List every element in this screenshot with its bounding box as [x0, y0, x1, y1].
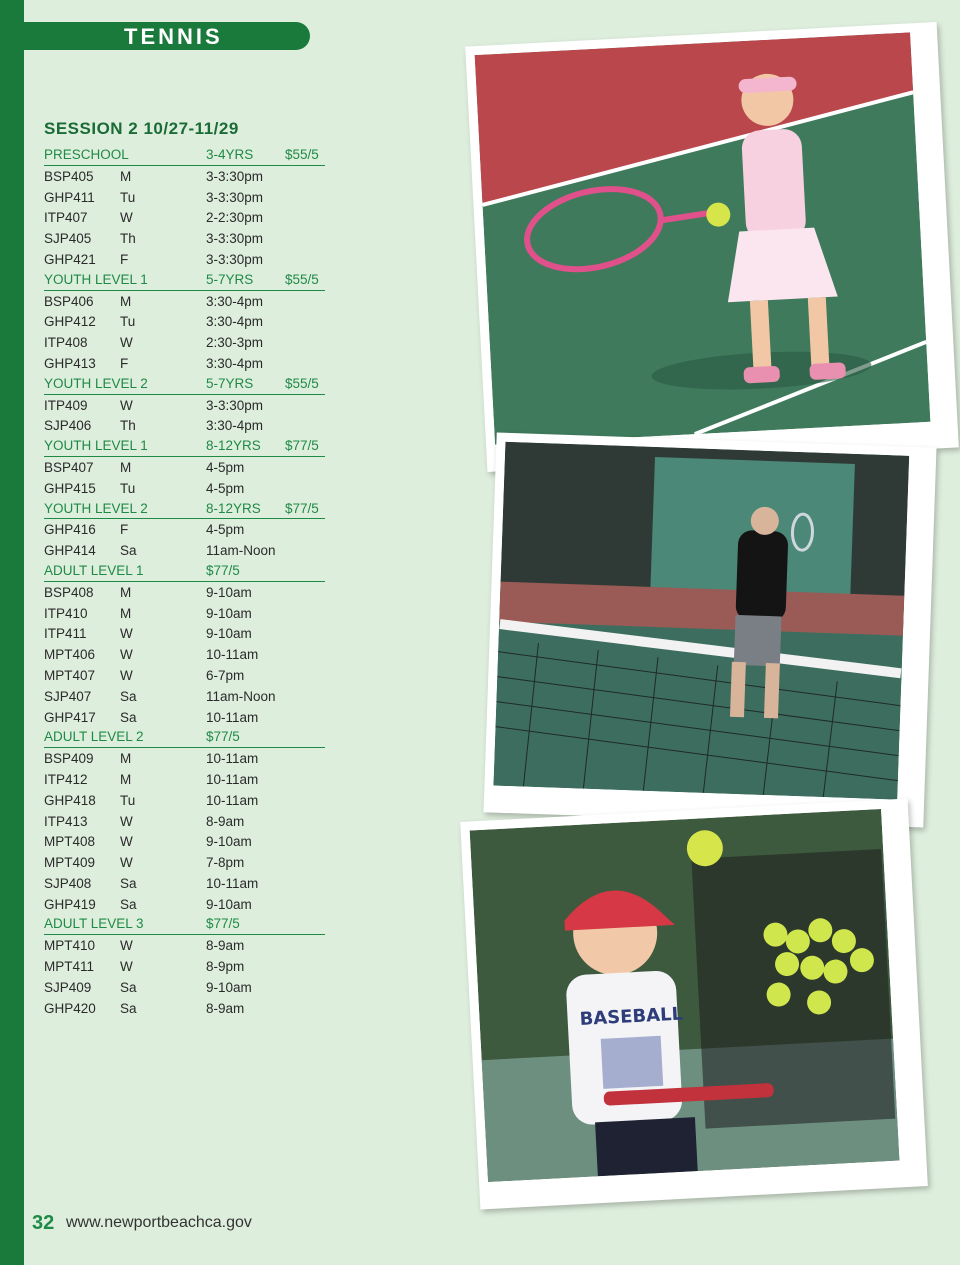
class-schedule [44, 145, 344, 1018]
section-heading [44, 436, 325, 457]
section-price: $77/5 [285, 500, 319, 516]
class-time: 9-10am [206, 834, 252, 850]
class-day: Sa [120, 543, 137, 559]
class-day: W [120, 834, 133, 850]
class-code: MPT408 [44, 834, 96, 850]
class-time: 2:30-3pm [206, 335, 264, 351]
class-day: M [120, 584, 132, 600]
section-price: $55/5 [285, 271, 319, 287]
class-time: 8-9am [206, 938, 245, 954]
class-time: 10-11am [206, 792, 259, 808]
class-time: 3-3:30pm [206, 189, 264, 205]
class-row [44, 332, 344, 353]
section-name: YOUTH LEVEL 2 [44, 375, 148, 391]
class-day: Tu [120, 480, 136, 496]
section-price: $55/5 [285, 375, 319, 391]
class-time: 10-11am [206, 709, 259, 725]
class-time: 9-10am [206, 584, 252, 600]
photo-girl-tennis [465, 22, 959, 472]
class-time: 10-11am [206, 751, 259, 767]
class-row [44, 478, 344, 499]
class-code: MPT409 [44, 855, 96, 871]
class-day: M [120, 459, 132, 475]
class-code: BSP408 [44, 584, 94, 600]
class-code: ITP411 [44, 626, 87, 642]
class-row [44, 291, 344, 312]
section-heading [44, 270, 325, 291]
class-row [44, 519, 344, 540]
section-age: 3-4YRS [206, 147, 254, 162]
section-heading [44, 499, 325, 520]
class-code: ITP412 [44, 771, 88, 787]
section-name: YOUTH LEVEL 1 [44, 438, 148, 454]
class-time: 3:30-4pm [206, 355, 264, 371]
section-name: YOUTH LEVEL 1 [44, 271, 148, 287]
class-day: M [120, 168, 132, 184]
class-day: W [120, 667, 133, 683]
class-row [44, 790, 344, 811]
class-code: GHP419 [44, 896, 96, 912]
class-code: GHP416 [44, 522, 96, 538]
class-code: GHP418 [44, 792, 96, 808]
class-row [44, 457, 344, 478]
class-time: 8-9pm [206, 959, 245, 975]
class-row [44, 769, 344, 790]
section-age: 5-7YRS [206, 375, 254, 391]
section-price: $55/5 [285, 147, 319, 162]
class-code: GHP421 [44, 251, 96, 267]
class-day: Sa [120, 1000, 137, 1016]
class-day: F [120, 251, 129, 267]
class-row [44, 686, 344, 707]
class-time: 10-11am [206, 647, 259, 663]
class-code: MPT407 [44, 667, 96, 683]
class-day: W [120, 626, 133, 642]
class-day: W [120, 855, 133, 871]
photo-man-serving [484, 432, 937, 827]
class-code: MPT410 [44, 938, 96, 954]
class-day: Sa [120, 979, 137, 995]
class-day: W [120, 959, 133, 975]
class-time: 11am-Noon [206, 543, 276, 559]
class-time: 11am-Noon [206, 688, 276, 704]
class-day: M [120, 771, 132, 787]
class-time: 7-8pm [206, 855, 245, 871]
class-code: BSP406 [44, 293, 94, 309]
class-code: GHP411 [44, 189, 95, 205]
class-code: GHP413 [44, 355, 96, 371]
class-row [44, 249, 344, 270]
class-day: Tu [120, 792, 136, 808]
class-code: MPT406 [44, 647, 96, 663]
page-number: 32 [32, 1212, 55, 1234]
page-title: TENNIS [124, 24, 223, 49]
section-heading [44, 561, 325, 582]
session-title: SESSION 2 10/27-11/29 [44, 119, 239, 138]
class-row [44, 540, 344, 561]
section-heading [44, 145, 325, 166]
class-code: ITP408 [44, 335, 88, 351]
class-day: W [120, 335, 133, 351]
section-heading [44, 727, 325, 748]
class-day: W [120, 938, 133, 954]
website-url: www.newportbeachca.gov [66, 1214, 252, 1231]
class-row [44, 603, 344, 624]
class-code: ITP410 [44, 605, 88, 621]
class-time: 9-10am [206, 605, 252, 621]
class-time: 9-10am [206, 896, 252, 912]
class-time: 3:30-4pm [206, 314, 264, 330]
class-code: GHP414 [44, 543, 96, 559]
class-code: ITP409 [44, 397, 88, 413]
section-heading [44, 914, 325, 935]
class-row [44, 644, 344, 665]
class-day: W [120, 210, 133, 226]
class-code: GHP415 [44, 480, 96, 496]
section-name: YOUTH LEVEL 2 [44, 500, 148, 516]
class-time: 10-11am [206, 875, 259, 891]
class-day: F [120, 522, 129, 538]
class-time: 9-10am [206, 626, 252, 642]
section-name: PRESCHOOL [44, 147, 129, 162]
class-row [44, 207, 344, 228]
section-name: ADULT LEVEL 3 [44, 916, 144, 932]
class-day: M [120, 293, 132, 309]
class-code: SJP405 [44, 231, 92, 247]
photo-boy-tossing-ball [460, 799, 928, 1210]
class-code: SJP406 [44, 418, 92, 434]
class-code: BSP407 [44, 459, 94, 475]
class-day: M [120, 751, 132, 767]
class-code: GHP417 [44, 709, 96, 725]
svg-text:BASEBALL: BASEBALL [579, 1003, 684, 1030]
class-day: Sa [120, 875, 137, 891]
class-row [44, 811, 344, 832]
class-code: BSP405 [44, 168, 94, 184]
class-day: M [120, 605, 132, 621]
class-row [44, 166, 344, 187]
class-code: GHP420 [44, 1000, 96, 1016]
class-day: Tu [120, 189, 136, 205]
section-age: $77/5 [206, 916, 240, 932]
class-row [44, 228, 344, 249]
class-time: 4-5pm [206, 522, 245, 538]
class-code: BSP409 [44, 751, 94, 767]
class-row [44, 977, 344, 998]
section-age: 5-7YRS [206, 271, 254, 287]
class-day: Th [120, 231, 136, 247]
class-time: 8-9am [206, 1000, 245, 1016]
class-row [44, 582, 344, 603]
class-code: ITP413 [44, 813, 88, 829]
class-time: 6-7pm [206, 667, 245, 683]
class-day: W [120, 647, 133, 663]
class-code: SJP407 [44, 688, 92, 704]
class-day: Sa [120, 896, 137, 912]
class-code: SJP409 [44, 979, 92, 995]
section-price: $77/5 [285, 438, 319, 454]
class-time: 3-3:30pm [206, 397, 264, 413]
class-time: 8-9am [206, 813, 245, 829]
class-day: W [120, 813, 133, 829]
class-time: 3:30-4pm [206, 418, 264, 434]
section-age: 8-12YRS [206, 500, 261, 516]
class-time: 3-3:30pm [206, 231, 264, 247]
class-code: SJP408 [44, 875, 92, 891]
section-name: ADULT LEVEL 1 [44, 562, 144, 578]
class-row [44, 395, 344, 416]
class-code: ITP407 [44, 210, 88, 226]
class-row [44, 956, 344, 977]
class-time: 4-5pm [206, 480, 245, 496]
class-row [44, 894, 344, 915]
class-time: 9-10am [206, 979, 252, 995]
class-row [44, 935, 344, 956]
class-time: 2-2:30pm [206, 210, 264, 226]
class-time: 3-3:30pm [206, 168, 264, 184]
class-day: F [120, 355, 129, 371]
class-code: MPT411 [44, 959, 95, 975]
class-row [44, 623, 344, 644]
class-time: 3:30-4pm [206, 293, 264, 309]
section-age: $77/5 [206, 562, 240, 578]
section-name: ADULT LEVEL 2 [44, 729, 144, 745]
class-day: W [120, 397, 133, 413]
class-row [44, 353, 344, 374]
class-time: 10-11am [206, 771, 259, 787]
class-code: GHP412 [44, 314, 96, 330]
class-row [44, 748, 344, 769]
class-row [44, 852, 344, 873]
left-accent-bar [0, 0, 24, 1265]
class-row [44, 998, 344, 1019]
class-row [44, 707, 344, 728]
class-row [44, 665, 344, 686]
class-row [44, 831, 344, 852]
section-age: 8-12YRS [206, 438, 261, 454]
section-heading [44, 374, 325, 395]
class-day: Sa [120, 709, 137, 725]
class-row [44, 415, 344, 436]
class-row [44, 187, 344, 208]
class-row [44, 311, 344, 332]
section-age: $77/5 [206, 729, 240, 745]
class-time: 3-3:30pm [206, 251, 264, 267]
class-row [44, 873, 344, 894]
class-day: Tu [120, 314, 136, 330]
class-time: 4-5pm [206, 459, 245, 475]
class-day: Sa [120, 688, 137, 704]
section-header-tab [24, 22, 310, 50]
class-day: Th [120, 418, 136, 434]
